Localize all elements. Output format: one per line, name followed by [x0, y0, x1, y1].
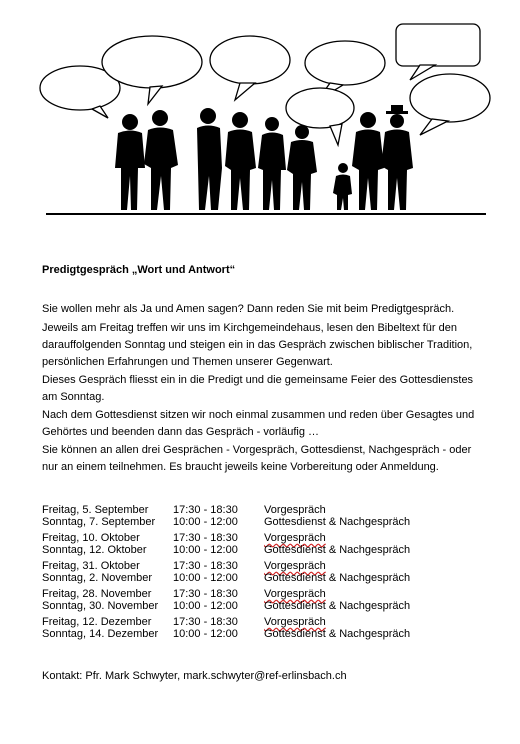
- schedule-day: Freitag, 5. September: [42, 504, 149, 516]
- schedule-day: Sonntag, 7. September: [42, 516, 156, 528]
- schedule-event: Vorgespräch: [264, 616, 326, 628]
- schedule-time: 10:00 - 12:00: [173, 628, 238, 640]
- schedule-time: 10:00 - 12:00: [173, 516, 238, 528]
- speech-bubble: [102, 36, 202, 88]
- schedule-event: Gottesdienst & Nachgespräch: [264, 544, 411, 556]
- speech-bubble: [410, 74, 490, 122]
- schedule-time: 17:30 - 18:30: [173, 504, 238, 516]
- participation-paragraph: Sie können an allen drei Gesprächen - Vorgespräch, Gottesdienst, Nachgespräch - oder nur an einem teilnehmen. Es braucht jeweils keine Vorbereitung oder Anmeldung.: [42, 444, 472, 473]
- contact-line: Kontakt: Pfr. Mark Schwyter, mark.schwyter@ref-erlinsbach.ch: [42, 670, 347, 682]
- meeting-paragraph: Jeweils am Freitag treffen wir uns im Kirchgemeindehaus, lesen den Bibeltext für den darauffolgenden Sonntag und steigen ein in das Gespräch zwischen biblischer Tradition, persönlichen Erfahrungen und Themen unserer Gegenwart.: [42, 322, 473, 368]
- schedule-event: Gottesdienst & Nachgespräch: [264, 628, 411, 640]
- schedule-day: Freitag, 10. Oktober: [42, 532, 140, 544]
- schedule-event: Vorgespräch: [264, 504, 326, 516]
- schedule-day: Freitag, 12. Dezember: [42, 616, 152, 628]
- schedule-time: 10:00 - 12:00: [173, 544, 238, 556]
- schedule-day: Freitag, 28. November: [42, 588, 152, 600]
- speech-bubbles-silhouettes-illustration: [0, 0, 520, 225]
- schedule-time: 10:00 - 12:00: [173, 572, 238, 584]
- speech-bubble: [305, 41, 385, 85]
- schedule-event: Vorgespräch: [264, 588, 326, 600]
- schedule-day: Sonntag, 14. Dezember: [42, 628, 159, 640]
- schedule-event: Gottesdienst & Nachgespräch: [264, 572, 411, 584]
- schedule-event: Vorgespräch: [264, 532, 326, 544]
- speech-bubble: [210, 36, 290, 84]
- schedule-time: 17:30 - 18:30: [173, 588, 238, 600]
- schedule-time: 17:30 - 18:30: [173, 532, 238, 544]
- schedule-day: Sonntag, 2. November: [42, 572, 153, 584]
- intro-paragraph: Sie wollen mehr als Ja und Amen sagen? Dann reden Sie mit beim Predigtgespräch.: [42, 303, 455, 315]
- speech-bubble: [286, 88, 354, 128]
- schedule-event: Gottesdienst & Nachgespräch: [264, 516, 411, 528]
- sermon-paragraph: Dieses Gespräch fliesst ein in die Predigt und die gemeinsame Feier des Gottesdienstes am Sonntag.: [42, 374, 474, 403]
- speech-bubble: [396, 24, 480, 66]
- schedule-day: Sonntag, 12. Oktober: [42, 544, 147, 556]
- schedule-time: 17:30 - 18:30: [173, 560, 238, 572]
- schedule-event: Gottesdienst & Nachgespräch: [264, 600, 411, 612]
- document-title: Predigtgespräch „Wort und Antwort“: [42, 264, 236, 276]
- ground-line: [46, 213, 486, 215]
- schedule-day: Freitag, 31. Oktober: [42, 560, 140, 572]
- schedule-day: Sonntag, 30. November: [42, 600, 159, 612]
- after-service-paragraph: Nach dem Gottesdienst sitzen wir noch einmal zusammen und reden über Gesagtes und Gehörtes und beenden dann das Gespräch - vorläufig …: [42, 409, 475, 438]
- schedule-time: 17:30 - 18:30: [173, 616, 238, 628]
- schedule-event: Vorgespräch: [264, 560, 326, 572]
- schedule-time: 10:00 - 12:00: [173, 600, 238, 612]
